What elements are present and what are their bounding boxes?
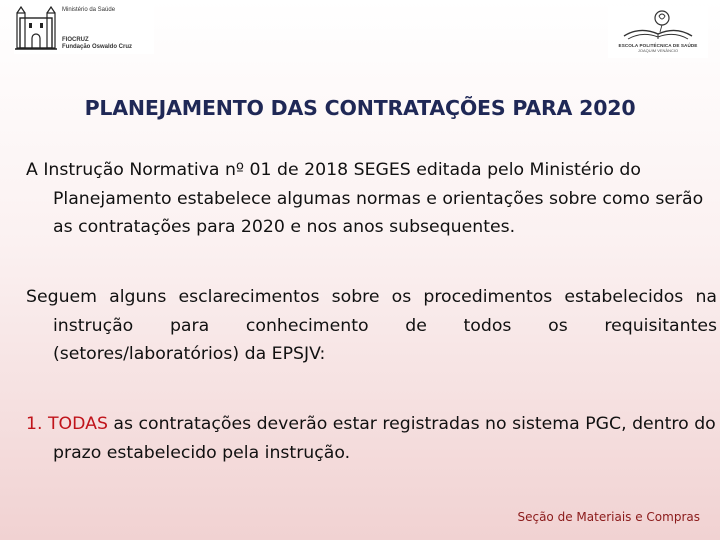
intro-paragraph: A Instrução Normativa nº 01 de 2018 SEGES editada pelo Ministério do Planejamento estabelece algumas normas e orientações sobre como serão as contratações para 2020 e nos anos subsequentes. [26,160,704,237]
school-subname-label: JOAQUIM VENÂNCIO [637,48,679,53]
ministry-label: Ministério da Saúde [62,7,116,13]
school-name-label: ESCOLA POLITÉCNICA DE SAÚDE [618,43,698,48]
rule-paragraph [26,410,717,467]
fiocruz-label: FIOCRUZ [62,37,89,43]
footer-department: Seção de Materiais e Compras [517,510,700,524]
rule-highlight: 1. TODAS [26,414,108,434]
foundation-label: Fundação Oswaldo Cruz [62,44,133,50]
rule-text: as contratações deverão estar registradas no sistema PGC, dentro do prazo estabelecido pela instrução. [53,414,716,463]
epsjv-logo [608,6,708,58]
clarification-paragraph: Seguem alguns esclarecimentos sobre os procedimentos estabelecidos na instrução para conhecimento de todos os requisitantes (setores/laboratórios) da EPSJV: [26,287,717,364]
fiocruz-logo [14,4,154,54]
page-title: PLANEJAMENTO DAS CONTRATAÇÕES PARA 2020 [84,96,636,120]
castle-icon [14,6,58,52]
book-emblem-icon [620,6,696,42]
